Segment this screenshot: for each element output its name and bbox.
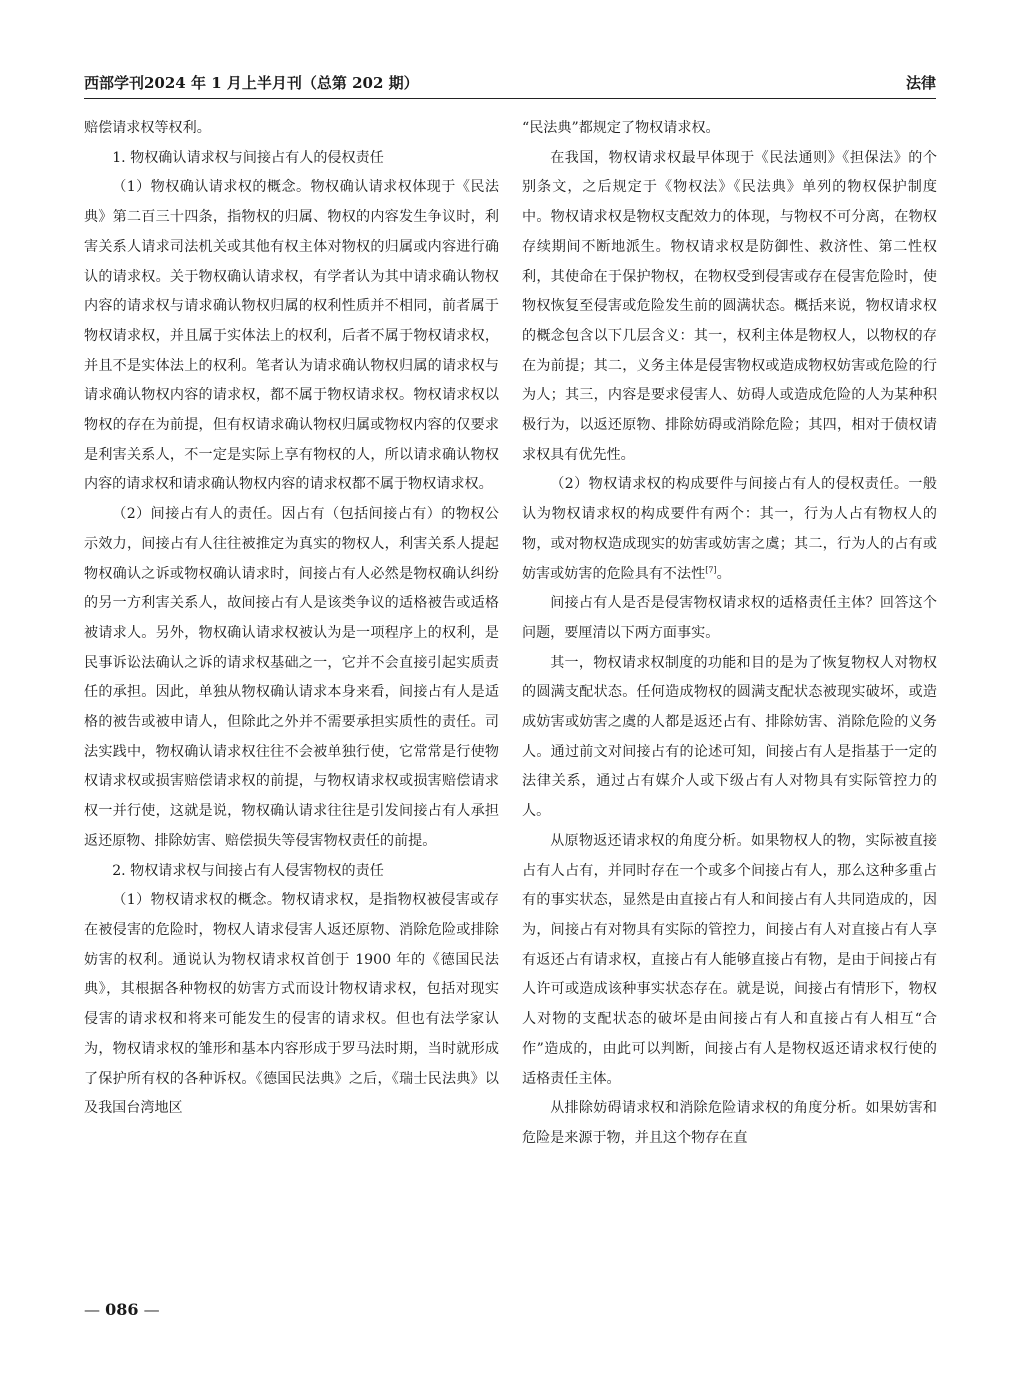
running-header [84, 72, 936, 99]
paragraph: “民法典”都规定了物权请求权。 [522, 120, 720, 136]
right-column [522, 114, 937, 1154]
section-heading: 2. 物权请求权与间接占有人侵害物权的责任 [112, 862, 384, 879]
section-heading: 1. 物权确认请求权与间接占有人的侵权责任 [112, 149, 384, 166]
paragraph-text: （2）物权请求权的构成要件与间接占有人的侵权责任。一般认为物权请求权的构成要件有两个：其一，行为人占有物权人的物，或对物权造成现实的妨害或妨害之虞；其二，行为人的占有或妨害或妨害的危险具有不法性 [522, 476, 937, 582]
paragraph [522, 470, 937, 589]
paragraph: 间接占有人是否是侵害物权请求权的适格责任主体？回答这个问题，要厘清以下两方面事实。 [522, 595, 937, 641]
page-number: 086 [105, 1300, 139, 1319]
footer-dash-left: — [84, 1300, 106, 1319]
paragraph-end: 。 [716, 565, 731, 582]
paragraph: 在我国，物权请求权最早体现于《民法通则》《担保法》的个别条文，之后规定于《物权法》《民法典》单列的物权保护制度中。物权请求权是物权支配效力的体现，与物权不可分离，在物权存续期间不断地派生。物权请求权是防御性、救济性、第二性权利，其使命在于保护物权，在物权受到侵害或存在侵害危险时，使物权恢复至侵害或危险发生前的圆满状态。概括来说，物权请求权的概念包含以下几层含义：其一，权利主体是物权人，以物权的存在为前提；其二，义务主体是侵害物权或造成物权妨害或危险的行为人；其三，内容是要求侵害人、妨碍人或造成危险的人为某种积极行为，以返还原物、排除妨碍或消除危险；其四，相对于债权请求权具有优先性。 [522, 149, 937, 463]
paragraph: 从排除妨碍请求权和消除危险请求权的角度分析。如果妨害和危险是来源于物，并且这个物存在直 [522, 1100, 937, 1146]
paragraph: 赔偿请求权等权利。 [84, 120, 211, 136]
paragraph: （1）物权请求权的概念。物权请求权，是指物权被侵害或存在被侵害的危险时，物权人请求侵害人返还原物、消除危险或排除妨害的权利。通说认为物权请求权首创于 1900 年的《德国民法典》，其根据各种物权的妨害方式而设计物权请求权，包括对现实侵害的请求权和将来可能发生的侵害的请求权。但也有法学家认为，物权请求权的雏形和基本内容形成于罗马法时期，当时就形成了保护所有权的各种诉权。《德国民法典》之后，《瑞士民法典》以及我国台湾地区 [84, 892, 499, 1117]
paragraph: 从原物返还请求权的角度分析。如果物权人的物，实际被直接占有人占有，并同时存在一个或多个间接占有人，那么这种多重占有的事实状态，显然是由直接占有人和间接占有人共同造成的，因为，间接占有对物具有实际的管控力，间接占有人对直接占有人享有返还占有请求权，直接占有人能够直接占有物，是由于间接占有人许可或造成该种事实状态存在。就是说，间接占有情形下，物权人对物的支配状态的破坏是由间接占有人和直接占有人相互“合作”造成的，由此可以判断，间接占有人是物权返还请求权行使的适格责任主体。 [522, 832, 937, 1087]
left-column [84, 114, 499, 1124]
journal-issue-title: 西部学刊2024 年 1 月上半月刊（总第 202 期） [84, 74, 419, 92]
section-label: 法律 [905, 74, 936, 92]
paragraph: 其一，物权请求权制度的功能和目的是为了恢复物权人对物权的圆满支配状态。任何造成物权的圆满支配状态被现实破坏，或造成妨害或妨害之虞的人都是返还占有、排除妨害、消除危险的义务人。通过前文对间接占有的论述可知，间接占有人是指基于一定的法律关系，通过占有媒介人或下级占有人对物具有实际管控力的人。 [522, 654, 937, 820]
footer-dash-right: — [138, 1300, 160, 1319]
page-footer [84, 1300, 160, 1319]
paragraph: （2）间接占有人的责任。因占有（包括间接占有）的物权公示效力，间接占有人往往被推定为真实的物权人，利害关系人提起物权确认之诉或物权确认请求时，间接占有人必然是物权确认纠纷的另一方利害关系人，故间接占有人是该类争议的适格被告或适格被请求人。另外，物权确认请求权被认为是一项程序上的权利，是民事诉讼法确认之诉的请求权基础之一，它并不会直接引起实质责任的承担。因此，单独从物权确认请求本身来看，间接占有人是适格的被告或被申请人，但除此之外并不需要承担实质性的责任。司法实践中，物权确认请求权往往不会被单独行使，它常常是行使物权请求权或损害赔偿请求权的前提，与物权请求权或损害赔偿请求权一并行使，这就是说，物权确认请求往往是引发间接占有人承担返还原物、排除妨害、赔偿损失等侵害物权责任的前提。 [84, 506, 499, 849]
citation-reference: [7] [705, 564, 717, 574]
paragraph: （1）物权确认请求权的概念。物权确认请求权体现于《民法典》第二百三十四条，指物权的归属、物权的内容发生争议时，利害关系人请求司法机关或其他有权主体对物权的归属或内容进行确认的请求权。关于物权确认请求权，有学者认为其中请求确认物权内容的请求权与请求确认物权归属的权利性质并不相同，前者属于物权请求权，并且属于实体法上的权利，后者不属于物权请求权，并且不是实体法上的权利。笔者认为请求确认物权归属的请求权与请求确认物权内容的请求权，都不属于物权请求权。物权请求权以物权的存在为前提，但有权请求确认物权归属或物权内容的仅要求是利害关系人，不一定是实际上享有物权的人，所以请求确认物权内容的请求权和请求确认物权内容的请求权都不属于物权请求权。 [84, 179, 499, 493]
